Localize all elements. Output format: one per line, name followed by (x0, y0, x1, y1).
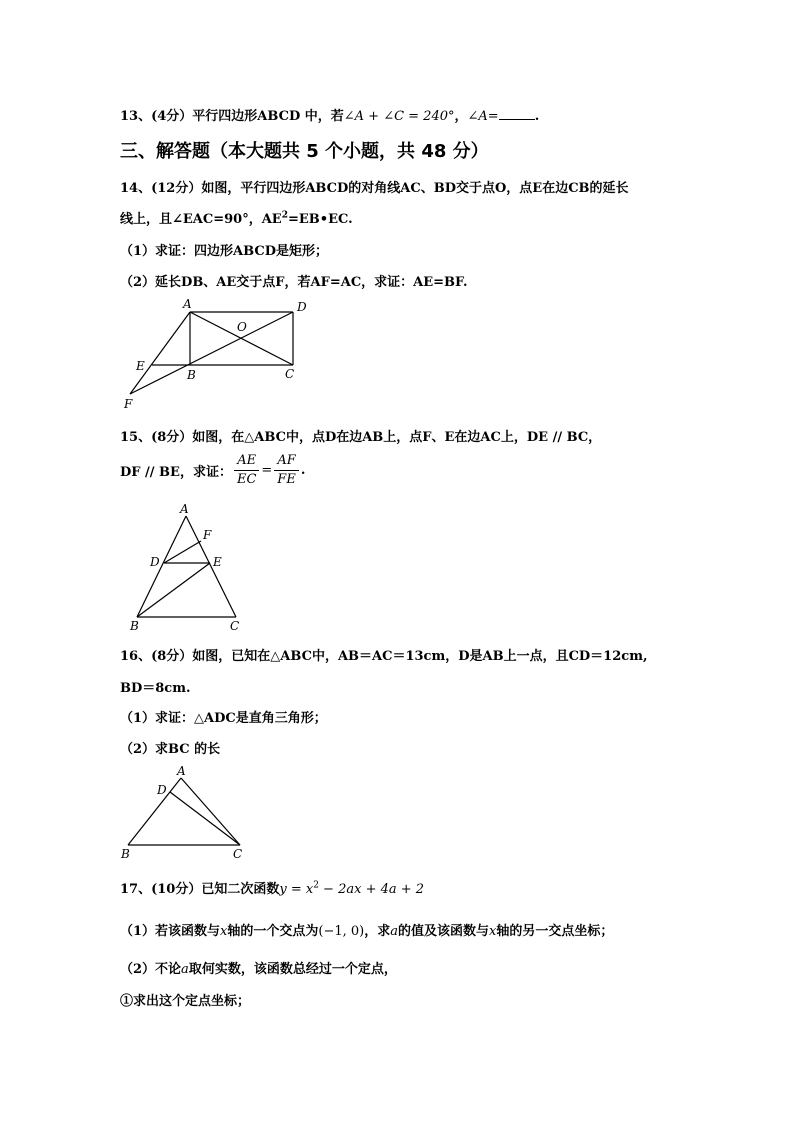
section-title: 三、解答题（本大题共 5 个小题，共 48 分） (120, 141, 489, 162)
q14-line2-sup: 2 (281, 210, 288, 221)
q17-part1 (120, 920, 613, 939)
q16-part2: （2）求BC 的长 (120, 742, 221, 757)
q13-end: . (534, 109, 540, 124)
q14-label-O: O (237, 320, 247, 334)
q16-label-C: C (233, 847, 243, 861)
q15-end: . (300, 463, 306, 478)
q17-part1-b: 轴的一个交点为 (227, 924, 319, 939)
q15-label-E: E (213, 555, 222, 569)
q13-ask: ∠A= (467, 109, 499, 124)
q15-label-C: C (230, 619, 240, 633)
q15-label-F: F (203, 528, 212, 542)
q14-line2-b: =EB•EC. (287, 212, 353, 227)
q15-line1: 15、(8分）如图，在△ABC中，点D在边AB上，点F、E在边AC上，DE // BC， (120, 430, 602, 445)
q17-part1-a2: a (390, 924, 399, 939)
q14-line1: 14、(12分）如图，平行四边形ABCD的对角线AC、BD交于点O，点E在边CB的延长 (120, 181, 629, 196)
q16-seg-AB (128, 778, 181, 845)
q17-part2 (120, 958, 397, 977)
q14-part1: （1）求证：四边形ABCD是矩形； (120, 244, 328, 259)
q17-part2-a2: a (181, 962, 189, 977)
q17-func-b: − 2ax + 4a + 2 (318, 882, 425, 897)
q17-line1 (120, 878, 424, 897)
q17-part2-b: 取何实数，该函数总经过一个定点， (188, 962, 397, 977)
q14-label-C: C (285, 367, 295, 381)
q17-part1-d: 的值及该函数与 (398, 924, 490, 939)
q13-condition: ∠A + ∠C = 240° (343, 109, 455, 124)
q17-prefix: 17、(10分）已知二次函数 (120, 882, 280, 897)
q17-sub1: ①求出这个定点坐标； (120, 994, 251, 1009)
q17-part1-point: (−1, 0) (318, 924, 365, 939)
q14-label-A: A (183, 297, 192, 311)
q16-seg-DC (170, 792, 240, 845)
q16-part1: （1）求证：△ADC是直角三角形； (120, 711, 327, 726)
q17-part2-a: （2）不论 (120, 962, 182, 977)
q17-part1-e: 轴的另一交点坐标； (496, 924, 614, 939)
q13-prefix: 13、(4分）平行四边形ABCD 中，若 (120, 109, 344, 124)
q14-label-D: D (297, 300, 307, 314)
q15-frac2-den: FE (277, 472, 296, 487)
q17-part1-x2: x (489, 924, 497, 939)
q14-label-F: F (124, 397, 133, 411)
q14-label-B: B (187, 368, 196, 382)
q16-seg-AC (181, 778, 240, 845)
q17-part1-c: ，求 (364, 924, 391, 939)
q15-label-A: A (180, 502, 189, 516)
q16-label-B: B (121, 847, 130, 861)
q15-frac1-num: AE (234, 452, 259, 471)
q17-part1-x1: x (220, 924, 228, 939)
q17-func-sup: 2 (313, 880, 319, 891)
q15-line2-a: DF // BE，求证： (120, 465, 232, 480)
q17-part1-a: （1）若该函数与 (120, 924, 221, 939)
q15-label-B: B (130, 619, 139, 633)
q15-label-D: D (150, 555, 160, 569)
q15-frac1-den: EC (236, 472, 257, 487)
q15-frac2-num: AF (274, 452, 299, 471)
q14-label-E: E (136, 359, 145, 373)
q17-func-a: y = x (279, 882, 314, 897)
q16-label-D: D (157, 783, 167, 797)
q16-label-A: A (177, 764, 186, 778)
q14-part2: （2）延长DB、AE交于点F，若AF=AC，求证：AE=BF. (120, 275, 468, 290)
q15-eq: = (261, 463, 273, 478)
q16-line2: BD＝8cm. (120, 681, 191, 696)
q13-sep: ， (454, 109, 468, 124)
q14-line2-a: 线上，且∠EAC=90°，AE (120, 212, 282, 227)
q16-line1: 16、(8分）如图，已知在△ABC中，AB＝AC＝13cm，D是AB上一点，且CD＝12cm, (120, 649, 648, 664)
